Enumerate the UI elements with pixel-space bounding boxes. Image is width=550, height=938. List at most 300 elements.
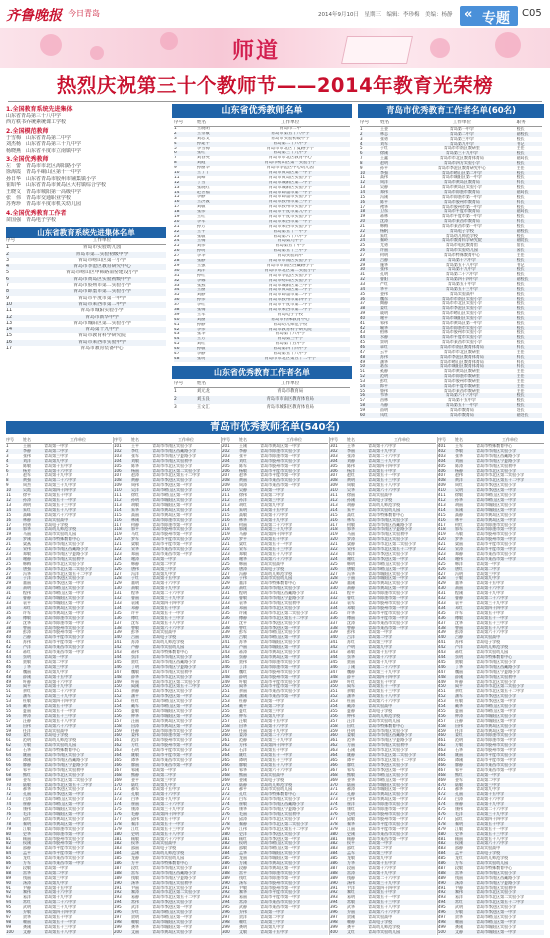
cell-unit: 青岛市李沧区第一中学 <box>476 488 517 493</box>
cell-no: 340 <box>330 635 338 640</box>
cell-unit: 青岛第三中学 <box>44 664 69 669</box>
cell-unit: 青岛市市南区宁夏路小学 <box>368 527 413 532</box>
cell-no: 51 <box>6 689 12 694</box>
cell-no: 327 <box>330 571 338 576</box>
cell-unit: 青岛第十六中学 <box>44 468 73 473</box>
cell-name: 苏伟 <box>454 640 463 645</box>
cell-no: 43 <box>360 330 366 335</box>
cell-name: 高峰 <box>22 512 31 517</box>
cell-no: 344 <box>330 654 338 659</box>
cell-no: 15 <box>360 194 366 199</box>
cell-unit: 青岛第五十一中学 <box>260 753 293 758</box>
cell-name: 武华 <box>346 905 355 910</box>
cell-no: 428 <box>438 576 446 581</box>
cell-no: 210 <box>222 488 230 493</box>
cell-no: 213 <box>222 502 230 507</box>
cell-name: 段静 <box>238 865 247 870</box>
cell-no: 177 <box>114 816 122 821</box>
sec2-title: 2.全国模范教师 <box>6 127 49 135</box>
cell-unit: 青岛第一中学 <box>260 488 285 493</box>
qd-workers-head <box>360 120 542 127</box>
cell-no: 220 <box>222 537 230 542</box>
cell-unit: 青岛市特殊教育中心 <box>368 723 405 728</box>
cell-unit: 青岛市城阳区实验小学 <box>268 185 312 190</box>
cell-no: 11 <box>6 308 13 314</box>
sec3-title: 3.全国优秀教师 <box>6 156 49 164</box>
cell-name: 董洋 <box>238 581 247 586</box>
cell-unit: 青岛市李沧区实验小学 <box>476 905 517 910</box>
cell-no: 24 <box>174 239 180 244</box>
cell-unit: 青岛第五十八中学 <box>260 762 293 767</box>
cell-name: 高伟 <box>380 175 389 180</box>
cell-name: 贺洋 <box>238 915 247 919</box>
divider <box>8 101 542 102</box>
cell-name: 彭伟 <box>346 630 355 635</box>
cell-no: 478 <box>438 821 446 826</box>
cell-unit: 青岛市城阳区实验小学 <box>152 708 193 713</box>
cell-unit: 青岛市胶州市教研室 <box>443 378 480 383</box>
qd-workers-table <box>360 120 542 418</box>
cell-name: 彭红 <box>380 378 389 383</box>
cell-name: 程明 <box>238 591 247 596</box>
cell-name: 钱丽 <box>22 875 31 880</box>
cell-no: 418 <box>438 527 446 532</box>
cell-post: 副局长 <box>516 209 529 214</box>
col-unit: 工作单位 <box>92 238 112 244</box>
cell-no: 128 <box>114 576 122 581</box>
cell-no: 190 <box>114 880 122 885</box>
cell-unit: 青岛第五十三中学 <box>152 615 185 620</box>
cell-unit: 青岛市市南区实验初中 <box>152 669 193 674</box>
cell-no: 28 <box>6 576 12 581</box>
cell-name: 钟伟 <box>346 713 355 718</box>
cell-unit: 青岛市胶州市实验小学 <box>260 458 301 463</box>
cell-no: 354 <box>330 704 338 709</box>
cell-unit: 青岛第二中学 <box>260 704 285 709</box>
column-divider <box>329 437 330 935</box>
cell-unit: 青岛市胶州市第一中学 <box>368 605 409 610</box>
cell-unit: 青岛市黄岛区第二中学 <box>268 288 312 293</box>
cell-no: 372 <box>330 792 338 797</box>
cell-unit: 青岛市莱西市实验小学 <box>44 645 85 650</box>
cell-name: 林军 <box>346 517 355 522</box>
cell-name: 郭华 <box>346 527 355 532</box>
cell-no: 292 <box>222 890 230 895</box>
cell-no: 299 <box>222 924 230 929</box>
cell-name: 邵静 <box>22 846 31 851</box>
cell-unit: 青岛市胶州市第一中学 <box>260 463 301 468</box>
cell-unit: 青岛市市北区第五十二中学 <box>44 782 93 787</box>
cell-no: 307 <box>330 473 338 478</box>
cell-unit: 青岛第三十九中学 <box>476 811 509 816</box>
cell-name: 宋伟 <box>22 547 31 552</box>
table-row <box>222 930 328 935</box>
blossom-decoration <box>40 34 62 56</box>
cell-no: 29 <box>360 262 366 267</box>
cell-no: 384 <box>330 851 338 856</box>
cell-unit: 青岛市胶州市实验小学 <box>44 836 85 841</box>
cell-no: 379 <box>330 826 338 831</box>
cell-name: 宋涛 <box>454 547 463 552</box>
cell-no: 8 <box>360 160 363 165</box>
cell-no: 491 <box>438 885 446 890</box>
cell-unit: 青岛市实验幼儿园 <box>260 787 293 792</box>
cell-unit: 青岛第五十中学 <box>152 816 181 821</box>
cell-no: 3 <box>360 136 363 141</box>
cell-name: 秦明 <box>22 821 31 826</box>
cell-name: 杨洋 <box>346 468 355 473</box>
cell-name: 康伟 <box>22 807 31 812</box>
cell-no: 6 <box>6 468 9 473</box>
cell-unit: 青岛第五十中学 <box>44 915 73 919</box>
cell-unit: 青岛市特殊教育中心 <box>260 581 297 586</box>
cell-name: 魏红 <box>238 669 247 674</box>
sec4-list <box>6 217 166 223</box>
cell-unit: 青岛第九中学 <box>260 502 285 507</box>
cell-name: 萧丽 <box>454 586 463 591</box>
cell-unit: 青岛电子学校 <box>152 635 177 640</box>
cell-no: 353 <box>330 699 338 704</box>
cell-name: 许丽 <box>380 248 389 253</box>
cell-name: 钟华 <box>130 713 139 718</box>
col-no: 序号 <box>6 238 16 244</box>
cell-no: 27 <box>174 254 180 259</box>
cell-unit: 青岛市实验幼儿园 <box>368 718 401 723</box>
cell-post: 校长 <box>516 151 525 156</box>
cell-name: 汪静 <box>22 718 31 723</box>
cell-name: 赵涛 <box>130 473 139 478</box>
cell-name: 徐敏 <box>454 493 463 498</box>
cell-name: 姚丽 <box>22 753 31 758</box>
cell-no: 14 <box>6 507 12 512</box>
cell-no: 355 <box>330 708 338 713</box>
cell-no: 407 <box>438 473 446 478</box>
cell-name: 郑静 <box>454 551 463 556</box>
cell-post: 校长 <box>516 170 525 175</box>
cell-no: 265 <box>222 758 230 762</box>
cell-name: 龚华 <box>130 924 139 929</box>
cell-unit: 青岛市平度市实验小学 <box>44 635 85 640</box>
cell-name: 汤华 <box>130 880 139 885</box>
cell-name: 谢涛 <box>130 556 139 561</box>
cell-unit: 青岛第四十四中学 <box>368 885 401 890</box>
column-divider <box>221 437 222 935</box>
cell-unit: 青岛市市南区西藏路小学 <box>260 802 305 807</box>
cell-no: 201 <box>222 444 230 448</box>
cell-unit: 青岛市即墨市实验小学 <box>368 802 409 807</box>
cell-unit: 青岛市即墨市第一中学 <box>152 522 193 527</box>
cell-unit: 青岛市即墨市实验小学 <box>368 591 409 596</box>
cell-no: 232 <box>222 596 230 601</box>
cell-no: 30 <box>174 268 180 273</box>
cell-name: 金伟 <box>380 291 389 296</box>
cell-no: 34 <box>6 605 12 610</box>
cell-no: 247 <box>222 669 230 674</box>
cell-no: 467 <box>438 767 446 772</box>
cell-name: 叶静 <box>22 679 31 684</box>
cell-unit: 青岛市即墨市第一中学 <box>368 807 409 812</box>
cell-name: 杨丽 <box>130 468 139 473</box>
cell-name: 康伟 <box>454 807 463 812</box>
cell-unit: 青岛市市南区西藏路小学 <box>476 664 521 669</box>
cell-no: 457 <box>438 718 446 723</box>
cell-unit: 青岛市城阳区第三中学 <box>268 283 312 288</box>
cell-no: 2 <box>174 397 177 402</box>
cell-unit: 青岛实验高中 <box>476 635 501 640</box>
cell-unit: 青岛第一中学 <box>260 910 285 915</box>
cell-no: 437 <box>438 620 446 625</box>
cell-unit: 青岛第十五中学 <box>260 929 289 934</box>
cell-no: 117 <box>114 522 122 527</box>
cell-unit: 青岛第九中学 <box>152 571 177 576</box>
cell-no: 389 <box>330 875 338 880</box>
cell-name: 李华 <box>196 254 206 259</box>
cell-unit: 青岛市平度市第二中学 <box>268 303 312 308</box>
cell-unit: 青岛市特殊教育中心 <box>368 512 405 517</box>
cell-no: 105 <box>114 463 122 468</box>
cell-unit: 青岛市崂山区第二中学 <box>441 170 482 175</box>
cell-no: 275 <box>222 807 230 812</box>
cell-name: 刘洋 <box>196 268 206 273</box>
cell-unit: 青岛市实验幼儿园 <box>368 929 401 934</box>
cell-unit: 青岛市即墨市实验小学 <box>476 733 517 738</box>
cell-unit: 青岛市莱西市实验小学 <box>368 831 409 836</box>
cell-no: 79 <box>6 826 12 831</box>
provincial-table-body <box>174 127 350 362</box>
cell-name: 田红 <box>346 723 355 728</box>
cell-unit: 青岛市特殊教育中心 <box>476 865 513 870</box>
cell-name: 汤伟 <box>346 880 355 885</box>
cell-no: 9 <box>6 295 10 301</box>
cell-name: 傅丽 <box>346 615 355 620</box>
cell-no: 453 <box>438 699 446 704</box>
cell-unit: 青岛市莱西市第一中学 <box>441 223 482 228</box>
cell-name: 潘华 <box>380 359 389 364</box>
cell-no: 27 <box>6 571 12 576</box>
cell-post: 处长 <box>516 407 525 412</box>
cell-name: 戴平 <box>238 704 247 709</box>
cell-name: 刘敏 <box>130 458 139 463</box>
table-row <box>438 930 544 935</box>
cell-post: 主任 <box>516 383 525 388</box>
cell-name: 贾红 <box>130 659 139 664</box>
cell-no: 109 <box>114 483 122 488</box>
cell-no: 250 <box>222 684 230 689</box>
cell-no: 140 <box>114 635 122 640</box>
cell-no: 305 <box>330 463 338 468</box>
cell-unit: 青岛市胶州市实验小学 <box>152 738 193 743</box>
cell-no: 38 <box>174 307 180 312</box>
cell-name: 方红 <box>130 743 139 748</box>
cell-no: 459 <box>438 728 446 733</box>
cell-no: 52 <box>360 374 366 379</box>
col-name: 姓名 <box>22 437 31 442</box>
provincial-table <box>174 120 350 365</box>
cell-name: 常伟 <box>130 900 139 905</box>
cell-name: 谭平 <box>346 758 355 762</box>
cell-unit: 青岛第三十九中学 <box>272 151 308 156</box>
cell-unit: 青岛第五十三中学 <box>368 478 401 483</box>
cell-unit: 青岛市平度市第一中学 <box>260 895 301 900</box>
cell-unit: 青岛第五十三中学 <box>368 689 401 694</box>
cell-unit: 青岛市胶州市第一中学 <box>368 816 409 821</box>
cell-unit: 青岛第二中学 <box>260 493 285 498</box>
cell-unit: 青岛第九中学 <box>44 458 69 463</box>
cell-no: 5 <box>6 270 10 276</box>
cell-name: 傅红 <box>130 615 139 620</box>
cell-post: 校长 <box>516 306 525 311</box>
cell-name: 金军 <box>454 777 463 782</box>
cell-name: 龙敏 <box>346 856 355 861</box>
cell-name: 宋伟 <box>346 547 355 552</box>
cell-name: 张军 <box>130 453 139 458</box>
cell-no: 36 <box>174 298 180 303</box>
cell-name: 石刚 <box>346 748 355 753</box>
cell-name: 杜敏 <box>22 699 31 704</box>
cell-name: 易静 <box>130 895 139 900</box>
cell-no: 360 <box>330 733 338 738</box>
cell-unit: 青岛第五十一中学 <box>44 497 77 502</box>
cell-name: 刘军 <box>380 141 389 146</box>
cell-unit: 青岛市市南区宁夏路小学 <box>476 669 521 674</box>
cell-name: 卢丽 <box>238 645 247 650</box>
cell-name: 何敏 <box>346 522 355 527</box>
cell-no: 341 <box>330 640 338 645</box>
cell-name: 石华 <box>454 748 463 753</box>
cell-unit: 青岛第五十八中学 <box>152 620 185 625</box>
cell-no: 460 <box>438 733 446 738</box>
cell-unit: 青岛市城阳区实验小学 <box>476 502 517 507</box>
cell-no: 30 <box>360 267 366 272</box>
cell-unit: 青岛市莱西市第二中学 <box>268 307 312 312</box>
cell-unit: 青岛第四十四中学 <box>260 532 293 537</box>
teacher-column <box>438 437 544 937</box>
cell-no: 218 <box>222 527 230 532</box>
cell-unit: 青岛第六十六中学 <box>260 556 293 561</box>
cell-name: 韩梅 <box>22 561 31 566</box>
cell-name: 吕丽 <box>130 635 139 640</box>
cell-name: 王军 <box>196 312 206 317</box>
cell-no: 371 <box>330 787 338 792</box>
cell-no: 27 <box>360 252 366 257</box>
cell-unit: 青岛市城阳区实验小学 <box>368 782 409 787</box>
cell-name: 冯洋 <box>130 571 139 576</box>
cell-name: 邹伟 <box>380 320 389 325</box>
cell-no: 59 <box>6 728 12 733</box>
cell-unit: 青岛市胶州市实验小学 <box>476 743 517 748</box>
cell-post: 校长 <box>516 127 525 131</box>
cell-name: 孙华 <box>454 497 463 502</box>
cell-unit: 青岛第九中学 <box>44 669 69 674</box>
cell-name: 白涛 <box>22 797 31 802</box>
cell-name: 张燕 <box>196 283 206 288</box>
cell-no: 290 <box>222 880 230 885</box>
cell-unit: 青岛市李沧区实验小学 <box>44 787 85 792</box>
cell-name: 孙平 <box>380 165 389 170</box>
cell-name: 潘华 <box>346 694 355 699</box>
cell-name: 韩梅 <box>380 223 389 228</box>
cell-unit: 青岛市黄岛区第一中学 <box>476 517 517 522</box>
cell-no: 131 <box>114 591 122 596</box>
cell-no: 19 <box>360 214 366 219</box>
cell-no: 479 <box>438 826 446 831</box>
cell-no: 36 <box>360 296 366 301</box>
cell-name: 汪静 <box>454 718 463 723</box>
cell-no: 98 <box>6 919 12 924</box>
cell-no: 151 <box>114 689 122 694</box>
cell-no: 263 <box>222 748 230 753</box>
cell-no: 214 <box>222 507 230 512</box>
cell-name: 吕静 <box>22 635 31 640</box>
cell-name: 李伟 <box>196 327 206 332</box>
cell-no: 179 <box>114 826 122 831</box>
cell-name: 邱红 <box>22 816 31 821</box>
column-divider <box>113 437 114 935</box>
cell-no: 436 <box>438 615 446 620</box>
cell-unit: 青岛市崂山区第一中学 <box>368 566 409 571</box>
cell-name: 刘伟 <box>196 244 206 249</box>
cell-name: 黎华 <box>238 890 247 895</box>
cell-no: 365 <box>330 758 338 762</box>
cell-name: 顾丽 <box>454 836 463 841</box>
cell-no: 382 <box>330 841 338 846</box>
teacher-column <box>114 437 220 937</box>
cell-no: 488 <box>438 870 446 875</box>
cell-unit: 青岛第二中学 <box>476 566 501 571</box>
cell-no: 278 <box>222 821 230 826</box>
cell-name: 杜静 <box>238 699 247 704</box>
cell-unit: 青岛市李沧区实验小学 <box>260 620 301 625</box>
cell-no: 253 <box>222 699 230 704</box>
cell-no: 142 <box>114 645 122 650</box>
cell-unit: 青岛市四方实验小学 <box>443 160 480 165</box>
cell-no: 489 <box>438 875 446 880</box>
cell-name: 武明 <box>454 905 463 910</box>
cell-no: 54 <box>6 704 12 709</box>
cell-name: 康涛 <box>130 807 139 812</box>
cell-no: 230 <box>222 586 230 591</box>
cell-name: 胡丽 <box>454 502 463 507</box>
cell-name: 常涛 <box>238 900 247 905</box>
cell-unit: 青岛市平度市第一中学 <box>152 753 193 758</box>
cell-unit: 青岛市即墨市第一中学 <box>476 527 517 532</box>
cell-no: 277 <box>222 816 230 821</box>
cell-unit: 青岛市实验幼儿园 <box>368 507 401 512</box>
cell-unit: 青岛市城阳区实验小学 <box>441 315 482 320</box>
cell-no: 115 <box>114 512 122 517</box>
cell-name: 傅静 <box>238 615 247 620</box>
cell-no: 417 <box>438 522 446 527</box>
cell-no: 430 <box>438 586 446 591</box>
cell-unit: 青岛第十六中学 <box>44 679 73 684</box>
cell-unit: 青岛第六十六中学 <box>44 512 77 517</box>
cell-name: 侯华 <box>130 841 139 846</box>
cell-unit: 青岛第三中学 <box>476 571 501 576</box>
cell-unit: 青岛市实验幼儿园 <box>44 743 77 748</box>
cell-unit: 青岛第三十九中学 <box>368 669 401 674</box>
cell-no: 452 <box>438 694 446 699</box>
cell-unit: 青岛电子学校 <box>368 708 393 713</box>
cell-unit: 青岛市黄岛区实验小学 <box>268 175 312 180</box>
table-row <box>6 346 166 352</box>
cell-no: 2 <box>6 251 10 257</box>
cell-no: 416 <box>438 517 446 522</box>
cell-name: 宋华 <box>130 547 139 552</box>
col-name: 姓名 <box>238 437 247 442</box>
cell-name: 段敏 <box>454 865 463 870</box>
qd-workers-title: 青岛市优秀教育工作者名单(60名) <box>385 106 517 116</box>
cell-unit: 青岛第一中学 <box>152 556 177 561</box>
